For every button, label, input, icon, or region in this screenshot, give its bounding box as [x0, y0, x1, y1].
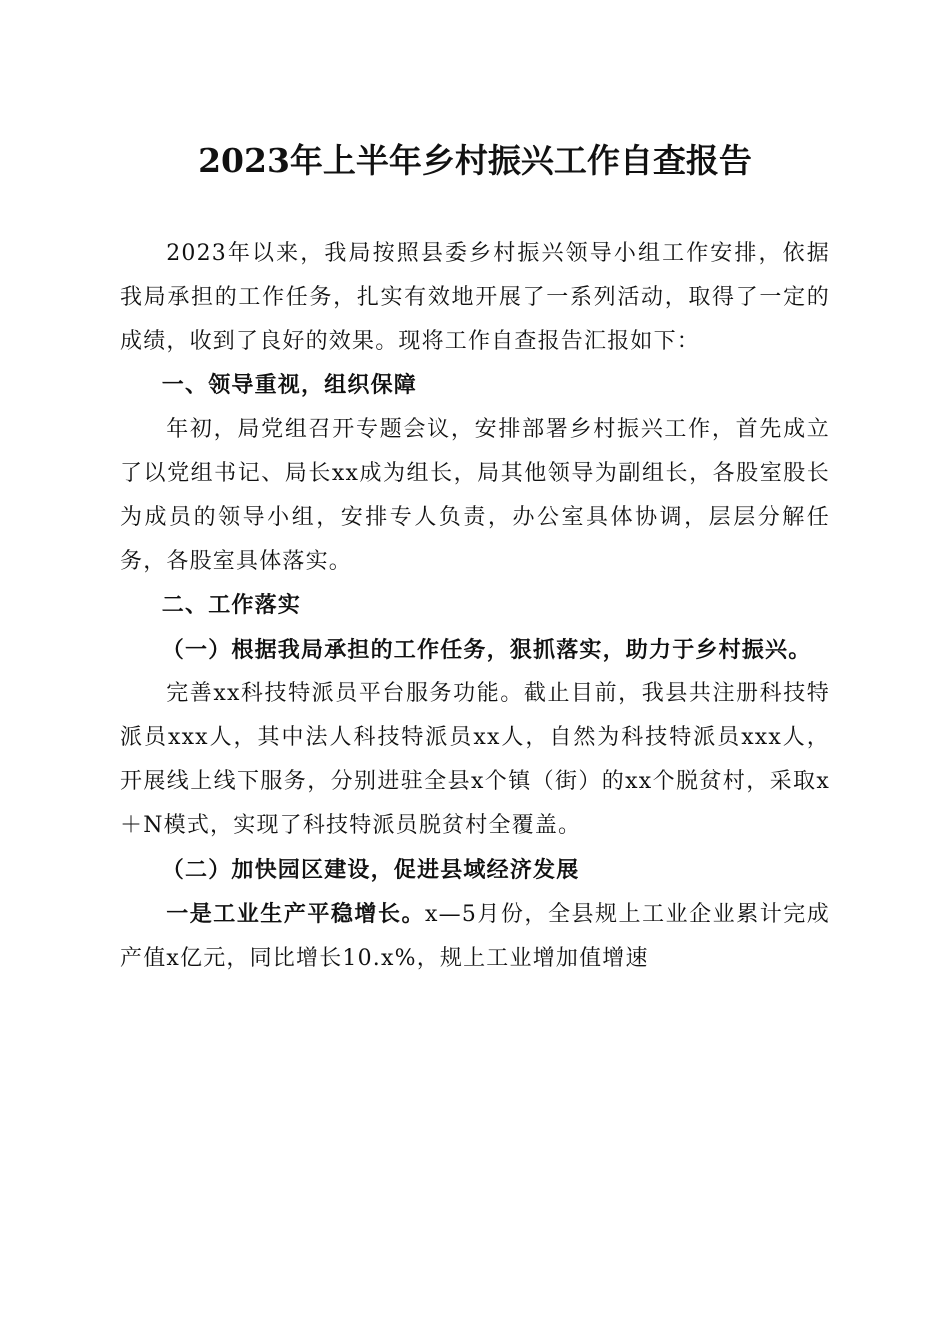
section-1-heading: 一、领导重视，组织保障	[161, 373, 417, 398]
subsection-1-heading: （一）根据我局承担的工作任务，狠抓落实，助力于乡村振兴。	[161, 637, 812, 663]
section-1-paragraph: 年初，局党组召开专题会议，安排部署乡村振兴工作，首先成立了以党组书记、局长xx成为组长，局其他领导为副组长，各股室股长为成员的领导小组，安排专人负责，办公室具体协调，层层分解任务，各股室具体落实。	[120, 417, 830, 574]
subsection-2-paragraph	[120, 892, 830, 981]
subsection-2-text: x—5月份，全县规上工业企业累计完成产值x亿元，同比增长10.x%，规上工业增加值增速	[120, 902, 830, 971]
intro-paragraph: 2023年以来，我局按照县委乡村振兴领导小组工作安排，依据我局承担的工作任务，扎实有效地开展了一系列活动，取得了一定的成绩，收到了良好的效果。现将工作自查报告汇报如下：	[120, 241, 830, 354]
subsection-1-paragraph: 完善xx科技特派员平台服务功能。截止目前，我县共注册科技特派员xxx人，其中法人科技特派员xx人，自然为科技特派员xxx人，开展线上线下服务，分别进驻全县x个镇（街）的xx个脱贫村，采取x＋N模式，实现了科技特派员脱贫村全覆盖。	[120, 681, 830, 838]
document-body	[120, 232, 830, 981]
subsection-2-heading: （二）加快园区建设，促进县域经济发展	[161, 857, 580, 883]
document-title: 2023年上半年乡村振兴工作自查报告	[198, 141, 752, 180]
subsection-2-lead: 一是工业生产平稳增长。	[166, 901, 426, 927]
section-2-heading: 二、工作落实	[161, 593, 301, 618]
